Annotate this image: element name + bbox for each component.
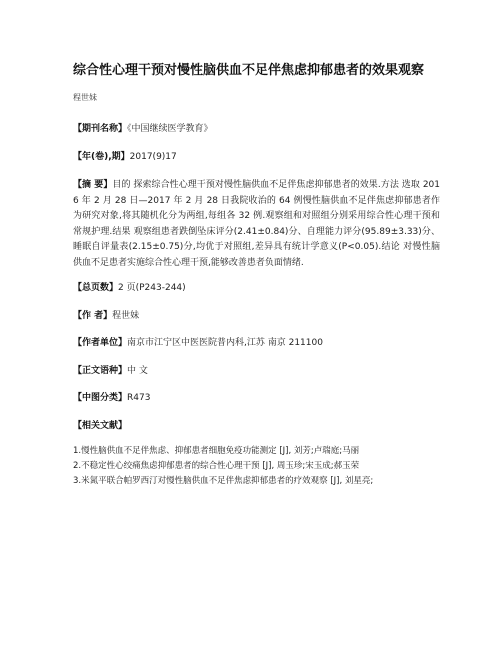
reference-list [73, 444, 440, 489]
language-field [73, 364, 440, 380]
total-pages-value: 2 页(P243-244) [118, 283, 186, 293]
author-label: 【作 者】 [73, 310, 113, 321]
language-value: 中 文 [127, 365, 148, 376]
language-label: 【正文语种】 [73, 365, 128, 376]
classification-value: R473 [127, 393, 151, 403]
journal-label: 【期刊名称】 [73, 124, 128, 134]
related-literature-label: 【相关文献】 [73, 420, 128, 431]
total-pages-label: 【总页数】 [73, 283, 119, 293]
document-title: 综合性心理干预对慢性脑供血不足伴焦虑抑郁患者的效果观察 [73, 63, 425, 78]
year-volume-issue-value: 2017(9)17 [129, 151, 177, 162]
reference-item[interactable]: 2.不稳定性心绞痛焦虑抑郁患者的综合性心理干预 [J], 周玉珍;宋玉成;郝玉荣 [73, 461, 360, 471]
year-volume-issue-field [73, 150, 440, 166]
abstract-label: 【摘 要】 [73, 180, 113, 190]
year-volume-issue-label: 【年(卷),期】 [73, 151, 130, 162]
author-field [73, 309, 440, 325]
related-literature-heading [73, 419, 440, 435]
author-value: 程世妹 [112, 310, 140, 321]
classification-field [73, 391, 440, 407]
total-pages-field [73, 281, 440, 297]
reference-item[interactable]: 1.慢性脑供血不足伴焦虑、抑郁患者细胞免疫功能测定 [J], 刘芳;卢瑞庭;马丽 [73, 446, 360, 456]
journal-value: 《中国继续医学教育》 [127, 124, 213, 134]
abstract-field [73, 178, 440, 271]
author-byline: 程世妹 [73, 93, 97, 102]
author-affiliation-field [73, 336, 440, 352]
classification-label: 【中图分类】 [73, 393, 128, 403]
abstract-text: 目的 探索综合性心理干预对慢性脑供血不足伴焦虑抑郁患者的效果.方法 选取 2016 年 2 月 28 日—2017 年 2 月 28 日我院收治的 64 例慢性脑供血不足伴焦虑抑郁患者作为研究对象,将其随机化分为两组,每组各 32 例.观察组和对照组分别采用综合性心理干预和常规护理.结果 观察组患者跌倒坠床评分(2.41±0.84)分、自理能力评分(95.89±3.33)分、睡眠自评量表(2.15±0.75)分,均优于对照组,差异具有统计学意义(P<0.05).结论 对慢性脑供血不足患者实施综合性心理干预,能够改善患者负面情绪. [73, 180, 440, 268]
journal-field [73, 122, 440, 138]
reference-item[interactable]: 3.米氮平联合帕罗西汀对慢性脑供血不足伴焦虑抑郁患者的疗效观察 [J], 刘星亮; [73, 476, 374, 486]
author-affiliation-label: 【作者单位】 [73, 338, 128, 348]
author-affiliation-value: 南京市江宁区中医医院普内科,江苏 南京 211100 [127, 338, 323, 348]
